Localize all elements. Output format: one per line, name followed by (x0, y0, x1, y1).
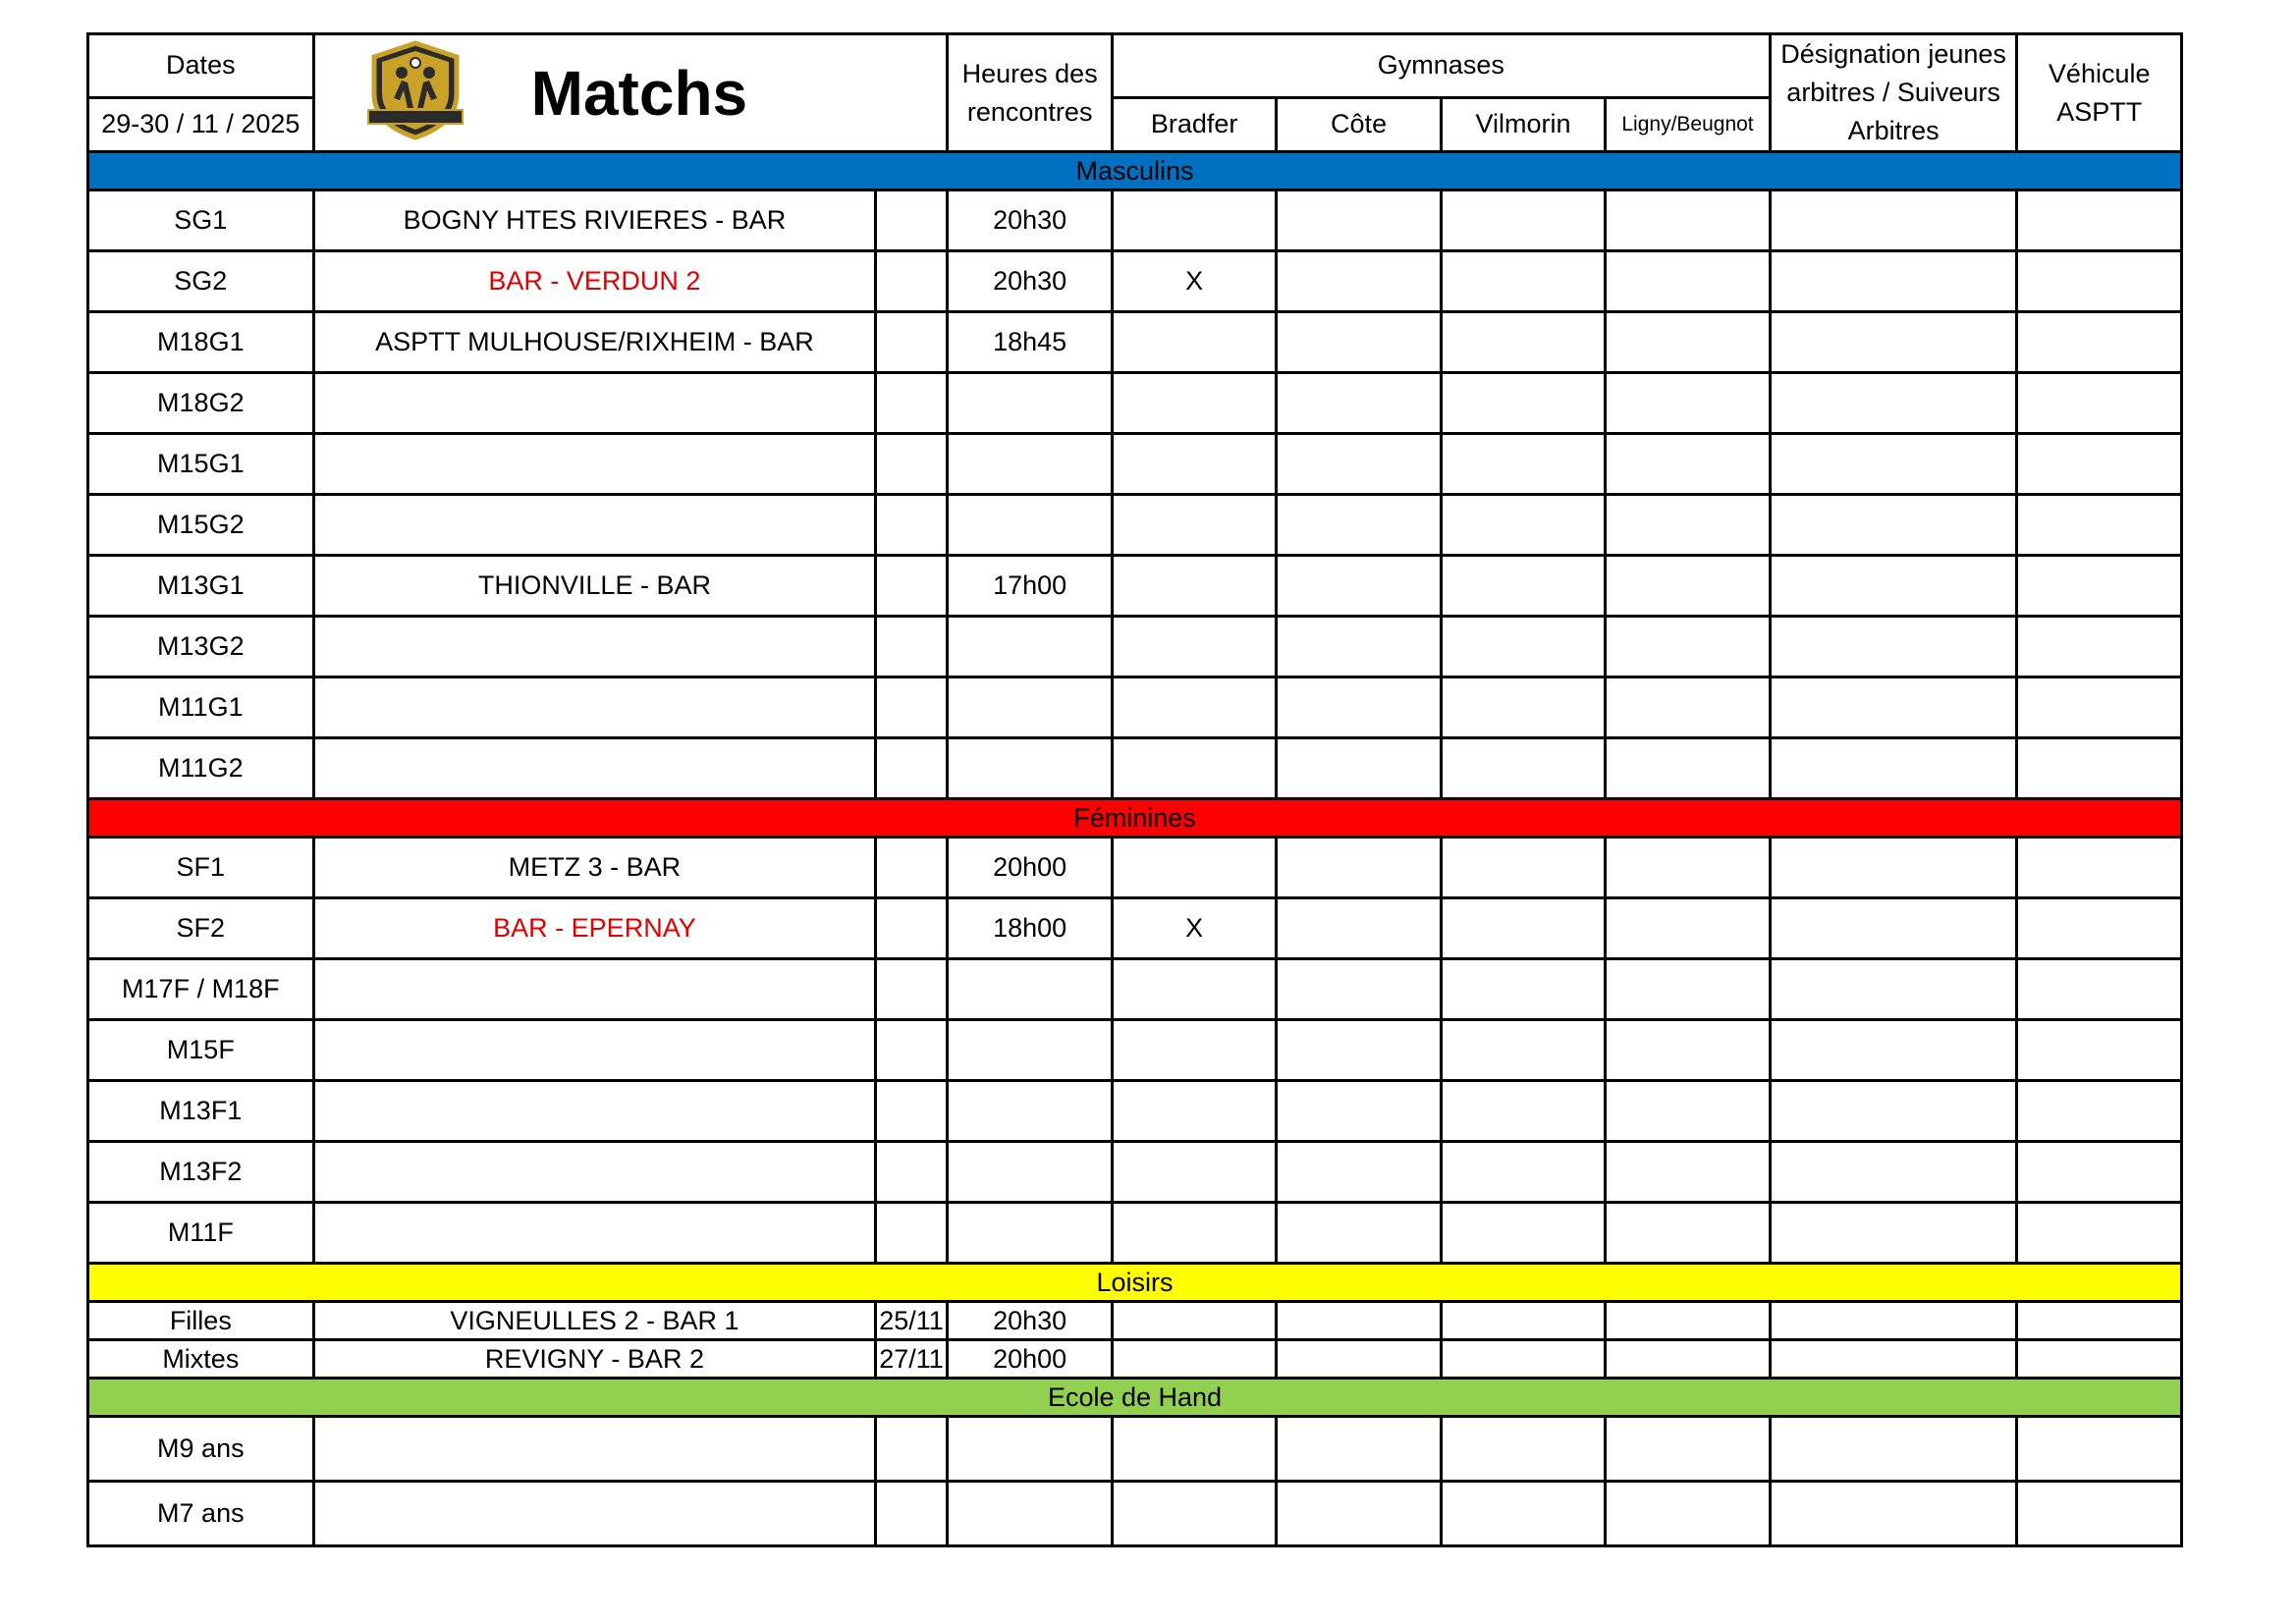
team-cell: SG2 (88, 251, 314, 312)
table-row (88, 1020, 2182, 1081)
team-cell: M15G1 (88, 434, 314, 495)
team-cell: M13F1 (88, 1081, 314, 1142)
dates-label: Dates (88, 34, 314, 98)
date-cell (876, 190, 948, 251)
table-row (88, 1417, 2182, 1482)
gym-bradfer: Bradfer (1112, 98, 1276, 152)
table-row (88, 556, 2182, 617)
team-cell: M15G2 (88, 495, 314, 556)
match-cell: ASPTT MULHOUSE/RIXHEIM - BAR (313, 312, 876, 373)
title-cell (313, 34, 948, 152)
section-masculins: Masculins (88, 152, 2182, 190)
match-cell: REVIGNY - BAR 2 (313, 1340, 876, 1379)
date-cell: 27/11 (876, 1340, 948, 1379)
bradfer-cell (1112, 190, 1276, 251)
table-row (88, 1302, 2182, 1340)
team-cell: M9 ans (88, 1417, 314, 1482)
table-row (88, 1203, 2182, 1264)
time-cell: 20h30 (948, 190, 1112, 251)
time-cell: 20h30 (948, 1302, 1112, 1340)
table-row (88, 959, 2182, 1020)
time-cell: 20h30 (948, 251, 1112, 312)
bradfer-cell: X (1112, 898, 1276, 959)
team-cell: M17F / M18F (88, 959, 314, 1020)
gym-ligny-beugnot: Ligny/Beugnot (1606, 98, 1771, 152)
heures-header: Heures des rencontres (948, 34, 1112, 152)
table-row (88, 738, 2182, 799)
match-cell: BAR - EPERNAY (313, 898, 876, 959)
time-cell: 17h00 (948, 556, 1112, 617)
table-row (88, 190, 2182, 251)
team-cell: Mixtes (88, 1340, 314, 1379)
team-cell: M11F (88, 1203, 314, 1264)
team-cell: M18G2 (88, 373, 314, 434)
team-cell: M11G1 (88, 677, 314, 738)
handball-club-shield-icon (364, 39, 466, 141)
table-row (88, 1482, 2182, 1546)
table-row (88, 898, 2182, 959)
team-cell: SG1 (88, 190, 314, 251)
dates-value: 29-30 / 11 / 2025 (88, 98, 314, 152)
team-cell: M13F2 (88, 1142, 314, 1203)
match-schedule-table (86, 32, 2183, 1547)
bradfer-cell: X (1112, 251, 1276, 312)
match-cell: METZ 3 - BAR (313, 838, 876, 898)
team-cell: M13G1 (88, 556, 314, 617)
table-row (88, 312, 2182, 373)
team-cell: SF1 (88, 838, 314, 898)
gymnases-header: Gymnases (1112, 34, 1770, 98)
match-cell: VIGNEULLES 2 - BAR 1 (313, 1302, 876, 1340)
match-cell: BOGNY HTES RIVIERES - BAR (313, 190, 876, 251)
section-feminines: Féminines (88, 799, 2182, 838)
team-cell: M15F (88, 1020, 314, 1081)
vehicule-header: Véhicule ASPTT (2017, 34, 2182, 152)
table-row (88, 677, 2182, 738)
time-cell: 20h00 (948, 838, 1112, 898)
match-cell: THIONVILLE - BAR (313, 556, 876, 617)
page-title: Matchs (530, 57, 748, 129)
date-cell (876, 251, 948, 312)
table-row (88, 1340, 2182, 1379)
section-loisirs: Loisirs (88, 1264, 2182, 1302)
team-cell: M11G2 (88, 738, 314, 799)
time-cell: 20h00 (948, 1340, 1112, 1379)
table-row (88, 434, 2182, 495)
table-row (88, 1142, 2182, 1203)
time-cell: 18h45 (948, 312, 1112, 373)
team-cell: Filles (88, 1302, 314, 1340)
section-ecole-de-hand: Ecole de Hand (88, 1379, 2182, 1417)
gym-cote: Côte (1277, 98, 1441, 152)
date-cell: 25/11 (876, 1302, 948, 1340)
team-cell: M13G2 (88, 617, 314, 677)
match-cell: BAR - VERDUN 2 (313, 251, 876, 312)
designation-header: Désignation jeunes arbitres / Suiveurs Arbitres (1770, 34, 2017, 152)
table-row (88, 838, 2182, 898)
table-row (88, 617, 2182, 677)
table-row (88, 495, 2182, 556)
team-cell: M7 ans (88, 1482, 314, 1546)
gym-vilmorin: Vilmorin (1441, 98, 1605, 152)
time-cell: 18h00 (948, 898, 1112, 959)
table-row (88, 373, 2182, 434)
team-cell: M18G1 (88, 312, 314, 373)
table-row (88, 1081, 2182, 1142)
team-cell: SF2 (88, 898, 314, 959)
table-row (88, 251, 2182, 312)
